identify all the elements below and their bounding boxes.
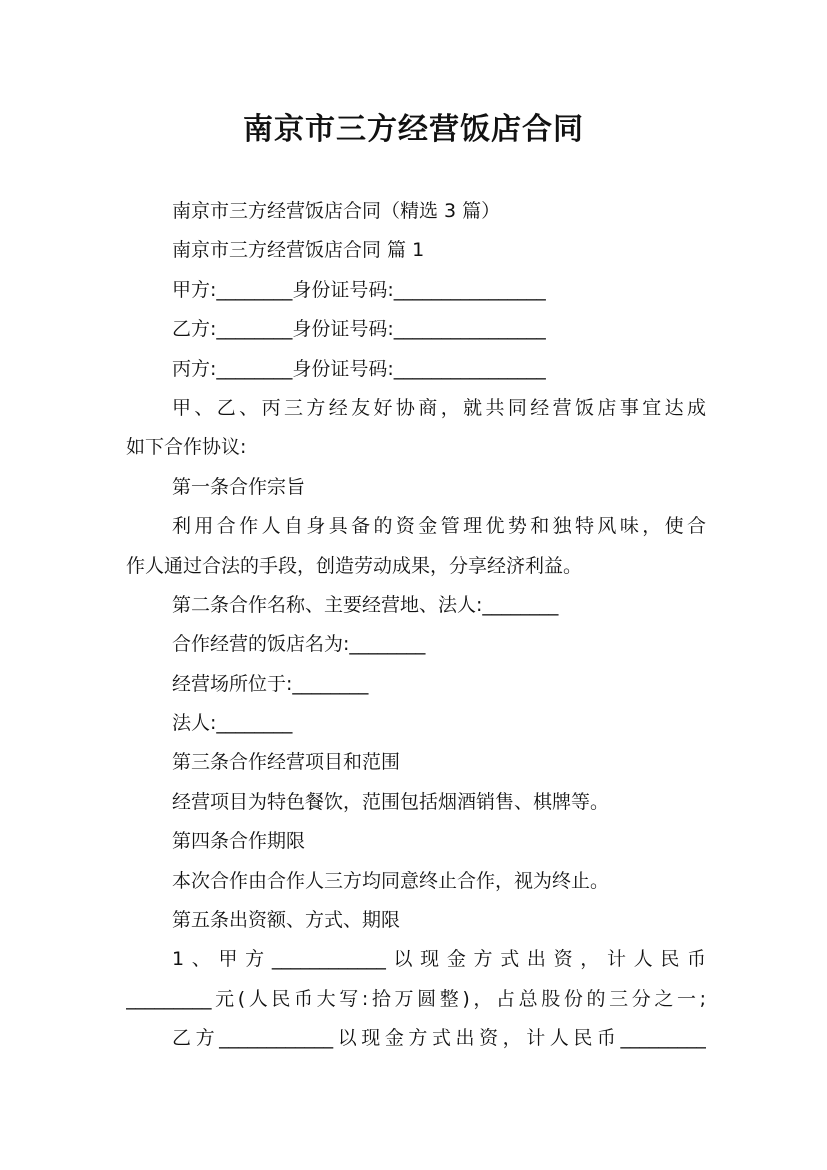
text-line: 南京市三方经营饭店合同（精选 3 篇） bbox=[172, 200, 501, 222]
document-body bbox=[126, 192, 706, 1059]
text-line: 经营场所位于:________ bbox=[172, 672, 369, 695]
text-line: 利用合作人自身具备的资金管理优势和独特风味，使合 bbox=[172, 515, 706, 538]
text-line: 如下合作协议: bbox=[126, 436, 247, 459]
text-line: 第三条合作经营项目和范围 bbox=[172, 751, 401, 774]
text-line: _________元(人民币大写:拾万圆整)，占总股份的三分之一; bbox=[126, 987, 706, 1010]
text-line: 作人通过合法的手段，创造劳动成果，分享经济利益。 bbox=[126, 554, 583, 577]
text-line: 第一条合作宗旨 bbox=[172, 475, 306, 498]
text-line: 本次合作由合作人三方均同意终止合作，视为终止。 bbox=[172, 869, 610, 892]
text-line: 乙方____________以现金方式出资，计人民币_________ bbox=[172, 1027, 706, 1050]
text-line: 甲、乙、丙三方经友好协商，就共同经营饭店事宜达成 bbox=[172, 396, 706, 419]
text-line: 合作经营的饭店名为:________ bbox=[172, 633, 426, 656]
text-line: 经营项目为特色餐饮，范围包括烟酒销售、棋牌等。 bbox=[172, 790, 610, 813]
text-line: 乙方:________身份证号码:________________ bbox=[172, 318, 546, 341]
text-line: 第二条合作名称、主要经营地、法人:________ bbox=[172, 593, 559, 616]
text-line: 南京市三方经营饭店合同 篇 1 bbox=[172, 239, 425, 262]
text-line: 法人:________ bbox=[172, 712, 293, 735]
text-line: 第四条合作期限 bbox=[172, 830, 306, 853]
document-title: 南京市三方经营饭店合同 bbox=[243, 112, 584, 147]
text-line: 第五条出资额、方式、期限 bbox=[172, 909, 401, 932]
text-line: 1、甲方____________以现金方式出资，计人民币 bbox=[172, 948, 706, 971]
text-line: 丙方:________身份证号码:________________ bbox=[172, 357, 546, 380]
text-line: 甲方:________身份证号码:________________ bbox=[172, 278, 546, 301]
